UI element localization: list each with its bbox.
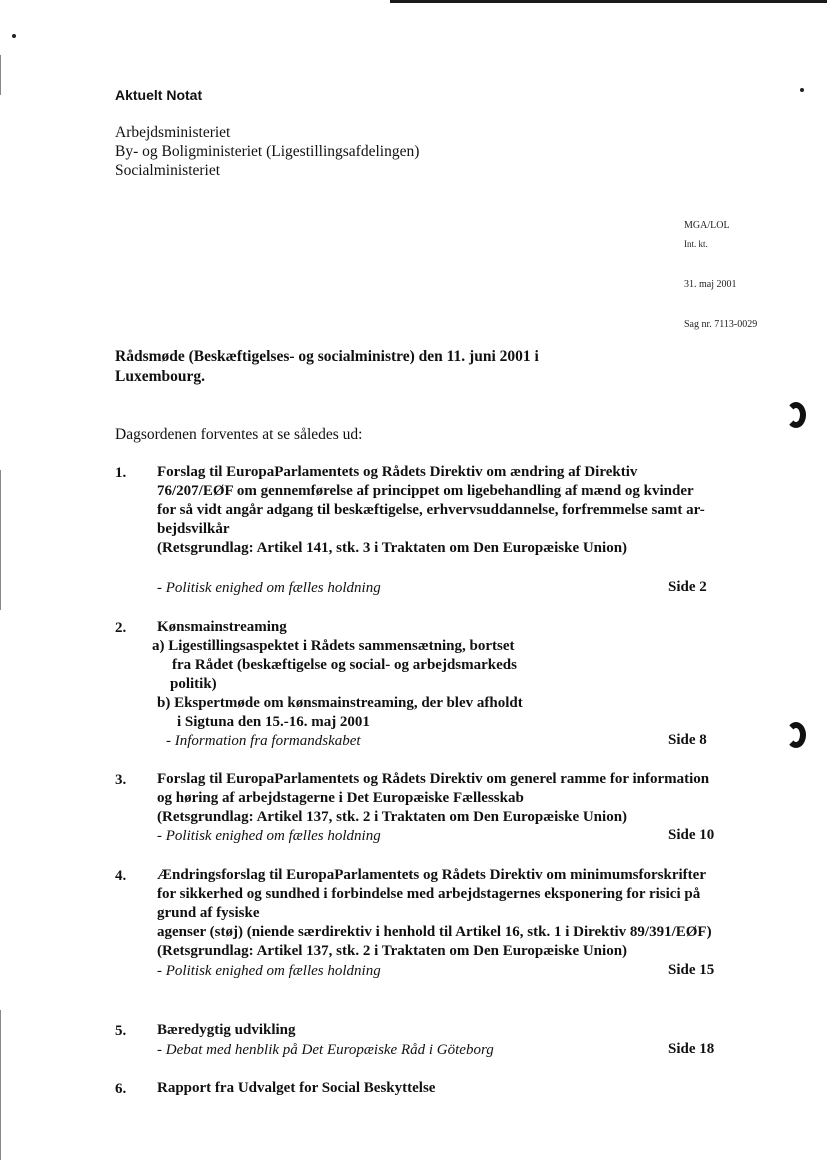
item-line: (Retsgrundlag: Artikel 141, stk. 3 i Traktaten om Den Europæiske Union) bbox=[157, 540, 628, 556]
item-line: (Retsgrundlag: Artikel 137, stk. 2 i Traktaten om Den Europæiske Union) bbox=[157, 809, 628, 825]
reference-initials: MGA/LOL bbox=[684, 220, 730, 231]
item-line: (Retsgrundlag: Artikel 137, stk. 2 i Traktaten om Den Europæiske Union) bbox=[157, 943, 628, 959]
ministry-line: Arbejdsministeriet bbox=[115, 124, 231, 141]
scan-edge-line bbox=[0, 470, 1, 610]
meeting-heading bbox=[115, 347, 539, 387]
scan-speck bbox=[800, 88, 804, 92]
page-reference: Side 15 bbox=[668, 962, 715, 978]
scan-edge-line bbox=[0, 1010, 1, 1160]
item-line: for sikkerhed og sundhed i forbindelse med arbejdstagernes eksponering for risici på bbox=[157, 886, 701, 902]
sub-item-line: b) Ekspertmøde om kønsmainstreaming, der blev afholdt bbox=[157, 695, 523, 711]
item-line: grund af fysiske bbox=[157, 905, 260, 921]
scan-speck bbox=[12, 34, 16, 38]
item-line: for så vidt angår adgang til beskæftigelse, erhvervsuddannelse, forfremmelse samt ar- bbox=[157, 502, 705, 518]
item-note: - Debat med henblik på Det Europæiske Råd i Göteborg bbox=[157, 1042, 494, 1058]
item-line: agenser (støj) (niende særdirektiv i henhold til Artikel 16, stk. 1 i Direktiv 89/391/EØF) bbox=[157, 924, 712, 940]
punch-hole-mark bbox=[786, 402, 806, 428]
page-reference: Side 10 bbox=[668, 827, 715, 843]
item-note: - Information fra formandskabet bbox=[166, 733, 361, 749]
item-line: Forslag til EuropaParlamentets og Rådets Direktiv om ændring af Direktiv bbox=[157, 464, 638, 480]
page-reference: Side 18 bbox=[668, 1041, 715, 1057]
sub-item-a bbox=[152, 637, 517, 694]
agenda-intro: Dagsordenen forventes at se således ud: bbox=[115, 426, 363, 443]
item-title: Kønsmainstreaming bbox=[157, 619, 287, 635]
case-number: Sag nr. 7113-0029 bbox=[684, 319, 758, 330]
punch-hole-mark bbox=[786, 722, 806, 748]
sub-item-line: fra Rådet (beskæftigelse og social- og arbejdsmarkeds bbox=[172, 657, 517, 673]
item-number: 2. bbox=[115, 620, 127, 636]
heading-line: Rådsmøde (Beskæftigelses- og socialministre) den 11. juni 2001 i bbox=[115, 348, 539, 365]
item-line: og høring af arbejdstagerne i Det Europæiske Fællesskab bbox=[157, 790, 524, 806]
item-line: Forslag til EuropaParlamentets og Rådets Direktiv om generel ramme for information bbox=[157, 771, 710, 787]
item-note: - Politisk enighed om fælles holdning bbox=[157, 963, 381, 979]
sub-item-line: a) Ligestillingsaspektet i Rådets sammensætning, bortset bbox=[152, 638, 515, 654]
page-reference: Side 8 bbox=[668, 732, 707, 748]
item-title bbox=[157, 866, 712, 961]
item-title bbox=[157, 770, 709, 827]
document-type-title: Aktuelt Notat bbox=[115, 87, 203, 103]
item-number: 3. bbox=[115, 772, 127, 788]
ministry-line: Socialministeriet bbox=[115, 162, 221, 179]
sub-item-line: i Sigtuna den 15.-16. maj 2001 bbox=[177, 714, 370, 730]
ministries-block bbox=[115, 123, 419, 180]
sub-item-line: politik) bbox=[170, 676, 217, 692]
item-note: - Politisk enighed om fælles holdning bbox=[157, 580, 381, 596]
item-number: 4. bbox=[115, 868, 127, 884]
ministry-line: By- og Boligministeriet (Ligestillingsafdelingen) bbox=[115, 143, 420, 160]
item-note: - Politisk enighed om fælles holdning bbox=[157, 828, 381, 844]
item-title: Rapport fra Udvalget for Social Beskyttelse bbox=[157, 1080, 436, 1096]
heading-line: Luxembourg. bbox=[115, 368, 205, 385]
item-line: bejdsvilkår bbox=[157, 521, 230, 537]
scan-edge-line bbox=[0, 55, 1, 95]
item-line: 76/207/EØF om gennemførelse af princippet om ligebehandling af mænd og kvinder bbox=[157, 483, 694, 499]
item-number: 6. bbox=[115, 1081, 127, 1097]
item-title bbox=[157, 463, 705, 558]
item-number: 5. bbox=[115, 1023, 127, 1039]
page-reference: Side 2 bbox=[668, 579, 707, 595]
scan-top-line bbox=[390, 0, 827, 3]
internal-contact-label: Int. kt. bbox=[684, 239, 708, 249]
sub-item-b bbox=[157, 694, 523, 732]
item-line: Ændringsforslag til EuropaParlamentets og Rådets Direktiv om minimumsforskrifter bbox=[157, 867, 706, 883]
item-title: Bæredygtig udvikling bbox=[157, 1022, 296, 1038]
item-number: 1. bbox=[115, 465, 127, 481]
document-date: 31. maj 2001 bbox=[684, 279, 737, 290]
